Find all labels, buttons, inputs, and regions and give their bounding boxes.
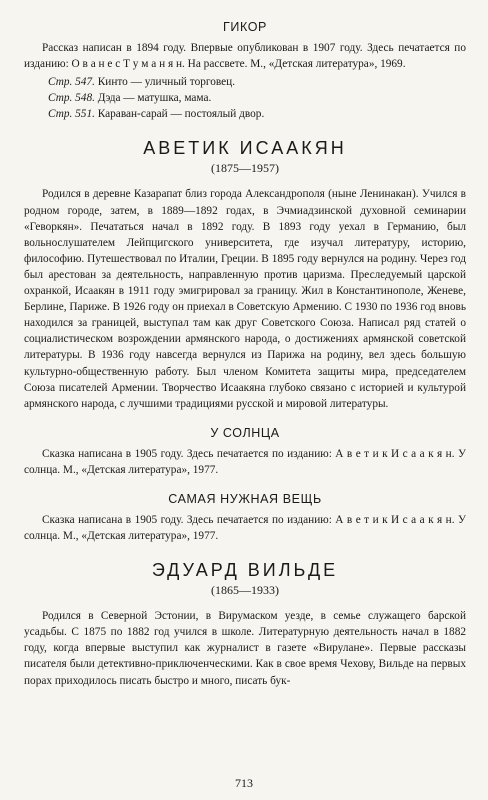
u-solntsa-paragraph: Сказка написана в 1905 году. Здесь печатается по изданию: А в е т и к И с а а к я н. У солнца. М., «Детская литература», 1977. (24, 447, 466, 476)
note-item (48, 90, 466, 106)
section-title-gikor: ГИКОР (223, 20, 267, 34)
author-years-vilde: (1865—1933) (211, 583, 279, 598)
note-ref: Стр. 548. (48, 92, 95, 105)
samaya-paragraph: Сказка написана в 1905 году. Здесь печатается по изданию: А в е т и к И с а а к я н. У солнца. М., «Детская литература», 1977. (24, 513, 466, 543)
section-title-u-solntsa: У СОЛНЦА (210, 425, 280, 440)
note-item (48, 74, 466, 90)
author-heading-vilde: ЭДУАРД ВИЛЬДЕ (151, 560, 339, 581)
note-text: Кинто — уличный торговец. (97, 76, 236, 89)
gikor-paragraph: Рассказ написан в 1894 году. Впервые опубликован в 1907 году. Здесь печатается по изданию: О в а н е с Т у м а н я н. На рассвете. М., «Детская литература», 1969. (24, 42, 466, 71)
vilde-biography: Родился в Северной Эстонии, в Вирумаском уезде, в семье служащего барской усадьбы. С 1875 по 1882 год учился в школе. Литературную деятельность начал в 1882 году, когда впервые выступил как журналист в газете «Вирулане». Первые рассказы писателя были детективно-приключенческими. Как в свое время Чехову, Вильде на первых порах приходилось писать быстро и много, писать бук- (24, 610, 466, 687)
section-title-samaya-nuzhnaya: САМАЯ НУЖНАЯ ВЕЩЬ (168, 491, 322, 506)
author-heading-isaakyan: АВЕТИК ИСААКЯН (143, 138, 347, 159)
gikor-notes (48, 74, 466, 122)
note-ref: Стр. 547. (48, 76, 95, 89)
note-text: Караван-сарай — постоялый двор. (97, 108, 265, 121)
note-ref: Стр. 551. (48, 108, 95, 121)
page-number: 713 (235, 776, 253, 790)
isaakyan-biography: Родился в деревне Казарапат близ города Александрополя (ныне Ленинакан). Учился в родном городе, затем, в 1889—1892 годах, в Эчмиадзинской духовной семинарии «Геворкян». Печататься начал в 1892 году. В 1893 году уехал в Германию, был вольнослушателем Лейпцигского университета, где изучал литературу, историю, философию. Путешествовал по Италии, Греции. В 1895 году вернулся на родину. Через год был арестован за деятельность, направленную против царизма. Преследуемый царской охранкой, Исаакян в 1911 году эмигрировал за границу. Жил в Константинополе, Женеве, Берлине, Париже. В 1926 году он приехал в Советскую Армению. С 1930 по 1936 год вновь находился за границей, выступал там как друг Советского Союза. Написал ряд статей о социалистическом возрождении армянского народа, о достижениях армянской советской литературы. В 1936 году навсегда вернулся из Парижа на родину, вел здесь большую культурно-общественную работу. Был членом Комитета защиты мира, председателем Союза писателей Армении. Творчество Исаакяна глубоко связано с историей и культурой армянского народа, с лучшими традициями русской и мировой литературы. (24, 188, 466, 410)
author-years-isaakyan: (1875—1957) (211, 161, 279, 176)
note-text: Дэда — матушка, мама. (97, 92, 212, 105)
note-item (48, 106, 466, 122)
